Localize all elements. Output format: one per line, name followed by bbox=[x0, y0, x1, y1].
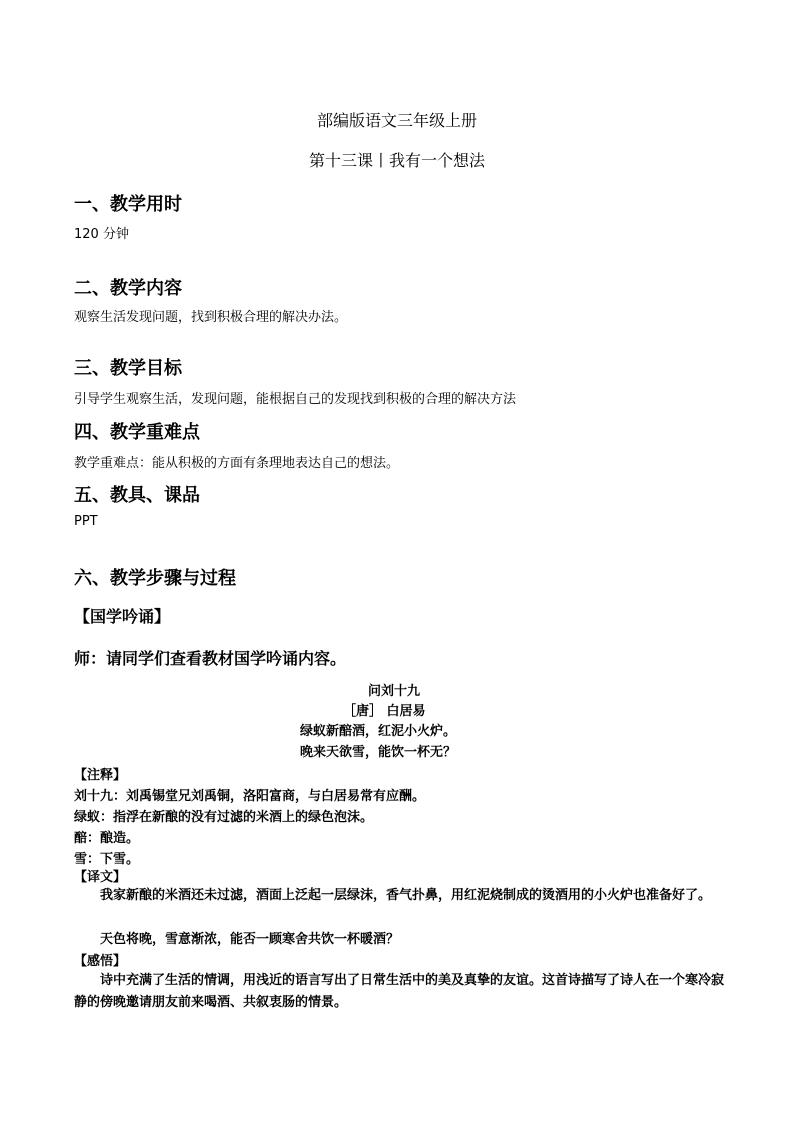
translation-paragraph: 我家新酿的米酒还未过滤，酒面上泛起一层绿沫，香气扑鼻，用红泥烧制成的烫酒用的小火炉也准备好了。 bbox=[100, 888, 712, 903]
section-heading-steps: 六、教学步骤与过程 bbox=[74, 568, 236, 589]
translation-label: 【译文】 bbox=[74, 870, 127, 885]
section-heading-time: 一、教学用时 bbox=[74, 194, 182, 215]
translation-paragraph: 天色将晚，雪意渐浓，能否一顾寒舍共饮一杯暖酒？ bbox=[100, 932, 400, 947]
lesson-title: 第十三课丨我有一个想法 bbox=[308, 151, 485, 170]
note-item: 刘十九：刘禹锡堂兄刘禹铜，洛阳富商，与白居易常有应酬。 bbox=[74, 789, 426, 804]
section-heading-tools: 五、教具、课品 bbox=[74, 485, 200, 506]
note-item: 醅：酿造。 bbox=[74, 831, 140, 846]
poem-line-1: 绿蚁新醅酒，红泥小火炉。 bbox=[300, 724, 457, 739]
section-heading-goals: 三、教学目标 bbox=[74, 358, 182, 379]
section-body-difficulty: 教学重难点：能从积极的方面有条理地表达自己的想法。 bbox=[74, 456, 400, 471]
insight-label: 【感悟】 bbox=[74, 954, 127, 969]
section-body-content: 观察生活发现问题，找到积极合理的解决办法。 bbox=[74, 310, 348, 325]
teacher-instruction: 师：请同学们查看教材国学吟诵内容。 bbox=[74, 649, 347, 668]
poem-line-2: 晚来天欲雪，能饮一杯无？ bbox=[300, 745, 457, 760]
notes-label: 【注释】 bbox=[74, 768, 127, 783]
poem-title: 问刘十九 bbox=[368, 684, 421, 699]
section-heading-difficulty: 四、教学重难点 bbox=[74, 422, 200, 443]
poem-author: ［唐］ 白居易 bbox=[343, 704, 426, 719]
document-title: 部编版语文三年级上册 bbox=[316, 111, 477, 130]
insight-paragraph: 诗中充满了生活的情调，用浅近的语言写出了日常生活中的美及真挚的友谊。这首诗描写了诗人在一个寒冷寂静的傍晚邀请朋友前来喝酒、共叙衷肠的情景。 bbox=[74, 973, 725, 1010]
note-item: 雪：下雪。 bbox=[74, 852, 140, 867]
section-body-time: 120 分钟 bbox=[74, 227, 129, 242]
section-body-goals: 引导学生观察生活，发现问题，能根据自己的发现找到积极的合理的解决方法 bbox=[74, 392, 517, 407]
guoxue-label: 【国学吟诵】 bbox=[74, 607, 171, 626]
section-body-tools: PPT bbox=[74, 514, 98, 529]
note-item: 绿蚁：指浮在新酿的没有过滤的米酒上的绿色泡沫。 bbox=[74, 810, 374, 825]
section-heading-content: 二、教学内容 bbox=[74, 278, 182, 299]
